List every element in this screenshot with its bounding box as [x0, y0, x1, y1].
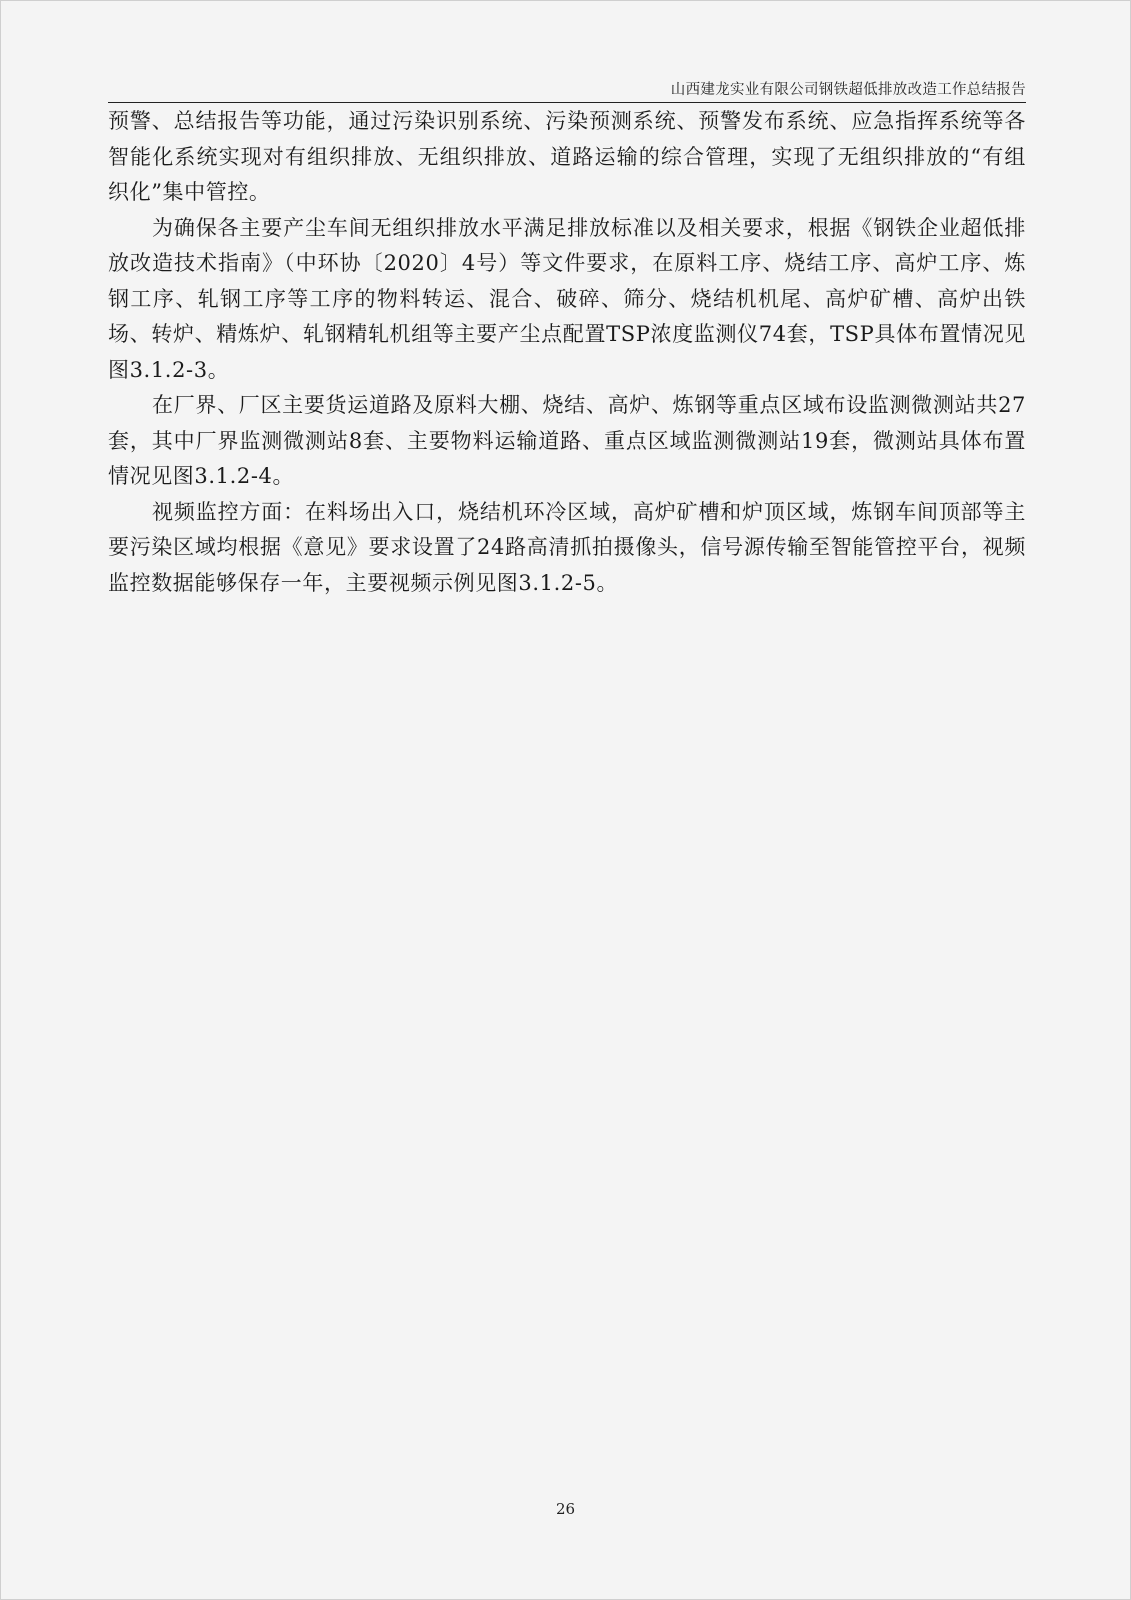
document-body: [108, 104, 1026, 601]
header-title: 山西建龙实业有限公司钢铁超低排放改造工作总结报告: [670, 82, 1026, 98]
paragraph-3: 在厂界、厂区主要货运道路及原料大棚、烧结、高炉、炼钢等重点区域布设监测微测站共27套，其中厂界监测微测站8套、主要物料运输道路、重点区域监测微测站19套，微测站具体布置情况见图3.1.2-4。: [108, 393, 1026, 488]
paragraph-2: 为确保各主要产尘车间无组织排放水平满足排放标准以及相关要求，根据《钢铁企业超低排放改造技术指南》（中环协〔2020〕4号）等文件要求，在原料工序、烧结工序、高炉工序、炼钢工序、轧钢工序等工序的物料转运、混合、破碎、筛分、烧结机机尾、高炉矿槽、高炉出铁场、转炉、精炼炉、轧钢精轧机组等主要产尘点配置TSP浓度监测仪74套，TSP具体布置情况见图3.1.2-3。: [108, 215, 1026, 382]
paragraph-1: 预警、总结报告等功能，通过污染识别系统、污染预测系统、预警发布系统、应急指挥系统等各智能化系统实现对有组织排放、无组织排放、道路运输的综合管理，实现了无组织排放的“有组织化”集中管控。: [108, 109, 1026, 204]
page-number: 26: [555, 1500, 576, 1518]
paragraph-4: 视频监控方面：在料场出入口，烧结机环冷区域，高炉矿槽和炉顶区域，炼钢车间顶部等主要污染区域均根据《意见》要求设置了24路高清抓拍摄像头，信号源传输至智能管控平台，视频监控数据能够保存一年，主要视频示例见图3.1.2-5。: [108, 499, 1026, 595]
page-header: [108, 80, 1026, 103]
